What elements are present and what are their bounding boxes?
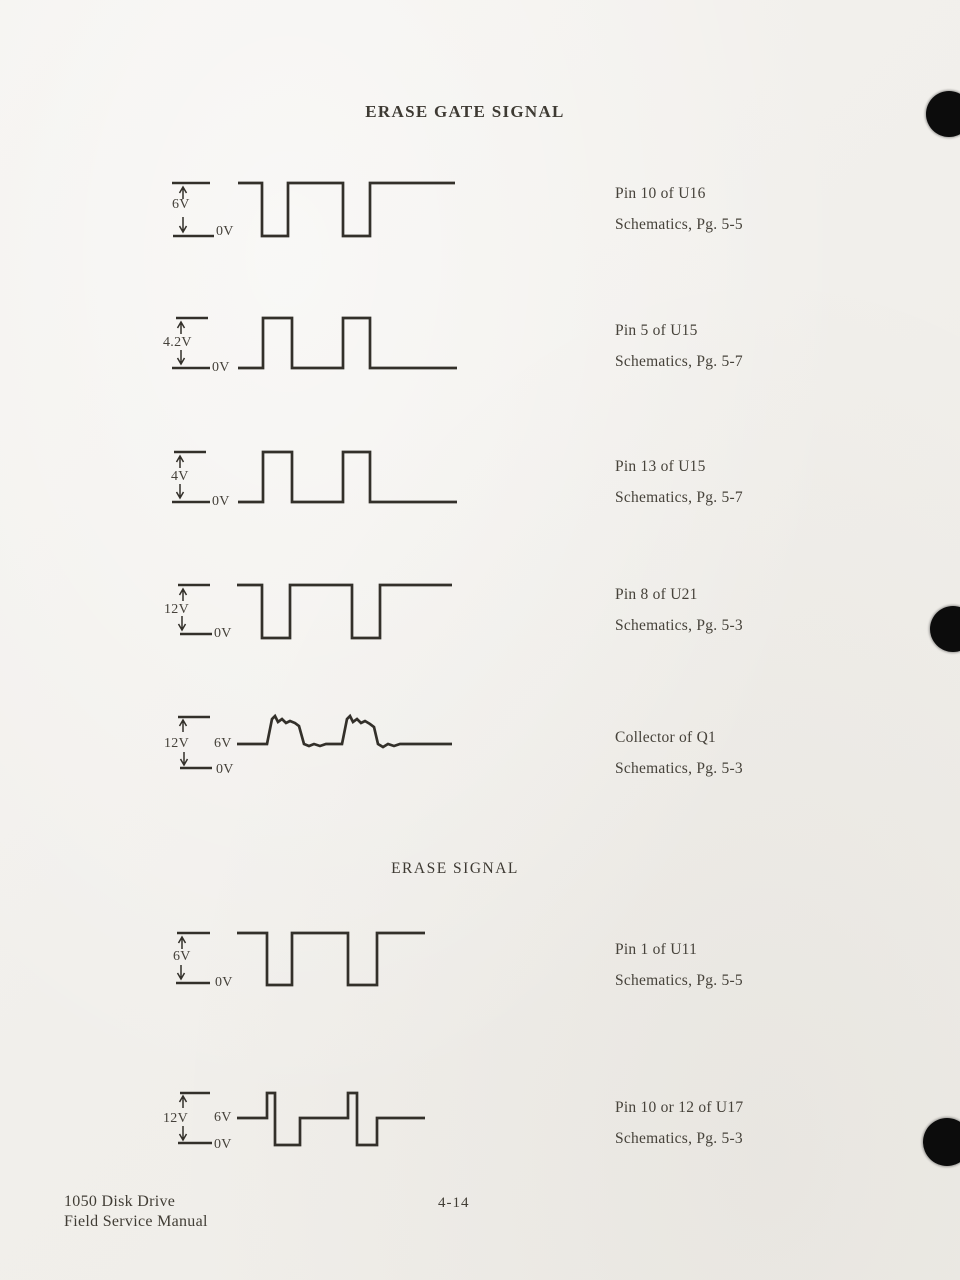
voltage-label: 12V bbox=[163, 1111, 189, 1126]
waveform-trace-pin8-u21 bbox=[237, 585, 452, 638]
section-title-erase-gate-signal: ERASE GATE SIGNAL bbox=[365, 102, 565, 121]
voltage-label: 0V bbox=[216, 762, 234, 777]
scale-arrow-down bbox=[178, 965, 185, 979]
caption-schematic-line: Schematics, Pg. 5-5 bbox=[615, 216, 743, 233]
scale-arrow-down bbox=[181, 752, 188, 765]
caption-source-line: Pin 10 of U16 bbox=[615, 185, 706, 202]
caption-source-line: Pin 10 or 12 of U17 bbox=[615, 1099, 744, 1116]
caption-schematic-line: Schematics, Pg. 5-3 bbox=[615, 1130, 743, 1147]
voltage-label: 4V bbox=[171, 469, 189, 484]
voltage-label: 6V bbox=[214, 736, 232, 751]
caption-source-line: Pin 8 of U21 bbox=[615, 586, 698, 603]
waveform-trace-pin10-u16 bbox=[238, 183, 455, 236]
voltage-label: 0V bbox=[212, 360, 230, 375]
waveform-caption-pin1-u11 bbox=[615, 941, 743, 989]
waveform-trace-collector-q1 bbox=[237, 716, 452, 747]
voltage-label: 12V bbox=[164, 736, 190, 751]
voltage-label: 6V bbox=[214, 1110, 232, 1125]
voltage-label: 0V bbox=[212, 494, 230, 509]
waveform-caption-pin10-or-12-u17 bbox=[615, 1099, 743, 1147]
voltage-label: 6V bbox=[173, 949, 191, 964]
footer-manual-name bbox=[64, 1192, 208, 1232]
caption-source-line: Pin 13 of U15 bbox=[615, 458, 706, 475]
voltage-label: 4.2V bbox=[163, 335, 192, 350]
caption-schematic-line: Schematics, Pg. 5-3 bbox=[615, 760, 743, 777]
waveform-caption-pin10-u16 bbox=[615, 185, 743, 233]
waveform-caption-pin8-u21 bbox=[615, 586, 743, 634]
waveform-trace-pin1-u11 bbox=[237, 933, 425, 985]
waveform-caption-pin13-u15 bbox=[615, 458, 743, 506]
voltage-label: 12V bbox=[164, 602, 190, 617]
voltage-label: 0V bbox=[214, 1137, 232, 1152]
footer-line2: Field Service Manual bbox=[64, 1213, 208, 1230]
caption-source-line: Pin 5 of U15 bbox=[615, 322, 698, 339]
caption-schematic-line: Schematics, Pg. 5-3 bbox=[615, 617, 743, 634]
scale-arrow-down bbox=[178, 350, 185, 364]
scale-arrow-up bbox=[177, 456, 184, 468]
section-title-erase-signal: ERASE SIGNAL bbox=[391, 860, 519, 877]
caption-schematic-line: Schematics, Pg. 5-5 bbox=[615, 972, 743, 989]
waveform-caption-collector-q1 bbox=[615, 729, 743, 777]
waveform-trace-pin13-u15 bbox=[238, 452, 457, 502]
caption-source-line: Collector of Q1 bbox=[615, 729, 717, 746]
scale-arrow-up bbox=[179, 937, 186, 949]
scale-arrow-up bbox=[180, 1096, 187, 1108]
page-number: 4-14 bbox=[438, 1195, 470, 1211]
scale-arrow-up bbox=[178, 322, 185, 334]
voltage-label: 0V bbox=[214, 626, 232, 641]
scale-arrow-down bbox=[179, 616, 186, 630]
caption-schematic-line: Schematics, Pg. 5-7 bbox=[615, 489, 743, 506]
waveform-trace-pin10-or-12-u17 bbox=[237, 1093, 425, 1145]
voltage-label: 6V bbox=[172, 197, 190, 212]
caption-schematic-line: Schematics, Pg. 5-7 bbox=[615, 353, 743, 370]
voltage-label: 0V bbox=[216, 224, 234, 239]
waveform-trace-pin5-u15 bbox=[238, 318, 457, 368]
scale-arrow-down bbox=[180, 1126, 187, 1140]
footer-line1: 1050 Disk Drive bbox=[64, 1193, 176, 1210]
voltage-label: 0V bbox=[215, 975, 233, 990]
scale-arrow-up bbox=[180, 589, 187, 601]
caption-source-line: Pin 1 of U11 bbox=[615, 941, 698, 958]
waveform-caption-pin5-u15 bbox=[615, 322, 743, 370]
scale-arrow-down bbox=[180, 217, 187, 232]
scale-arrow-down bbox=[177, 484, 184, 498]
scale-arrow-up bbox=[180, 720, 187, 732]
